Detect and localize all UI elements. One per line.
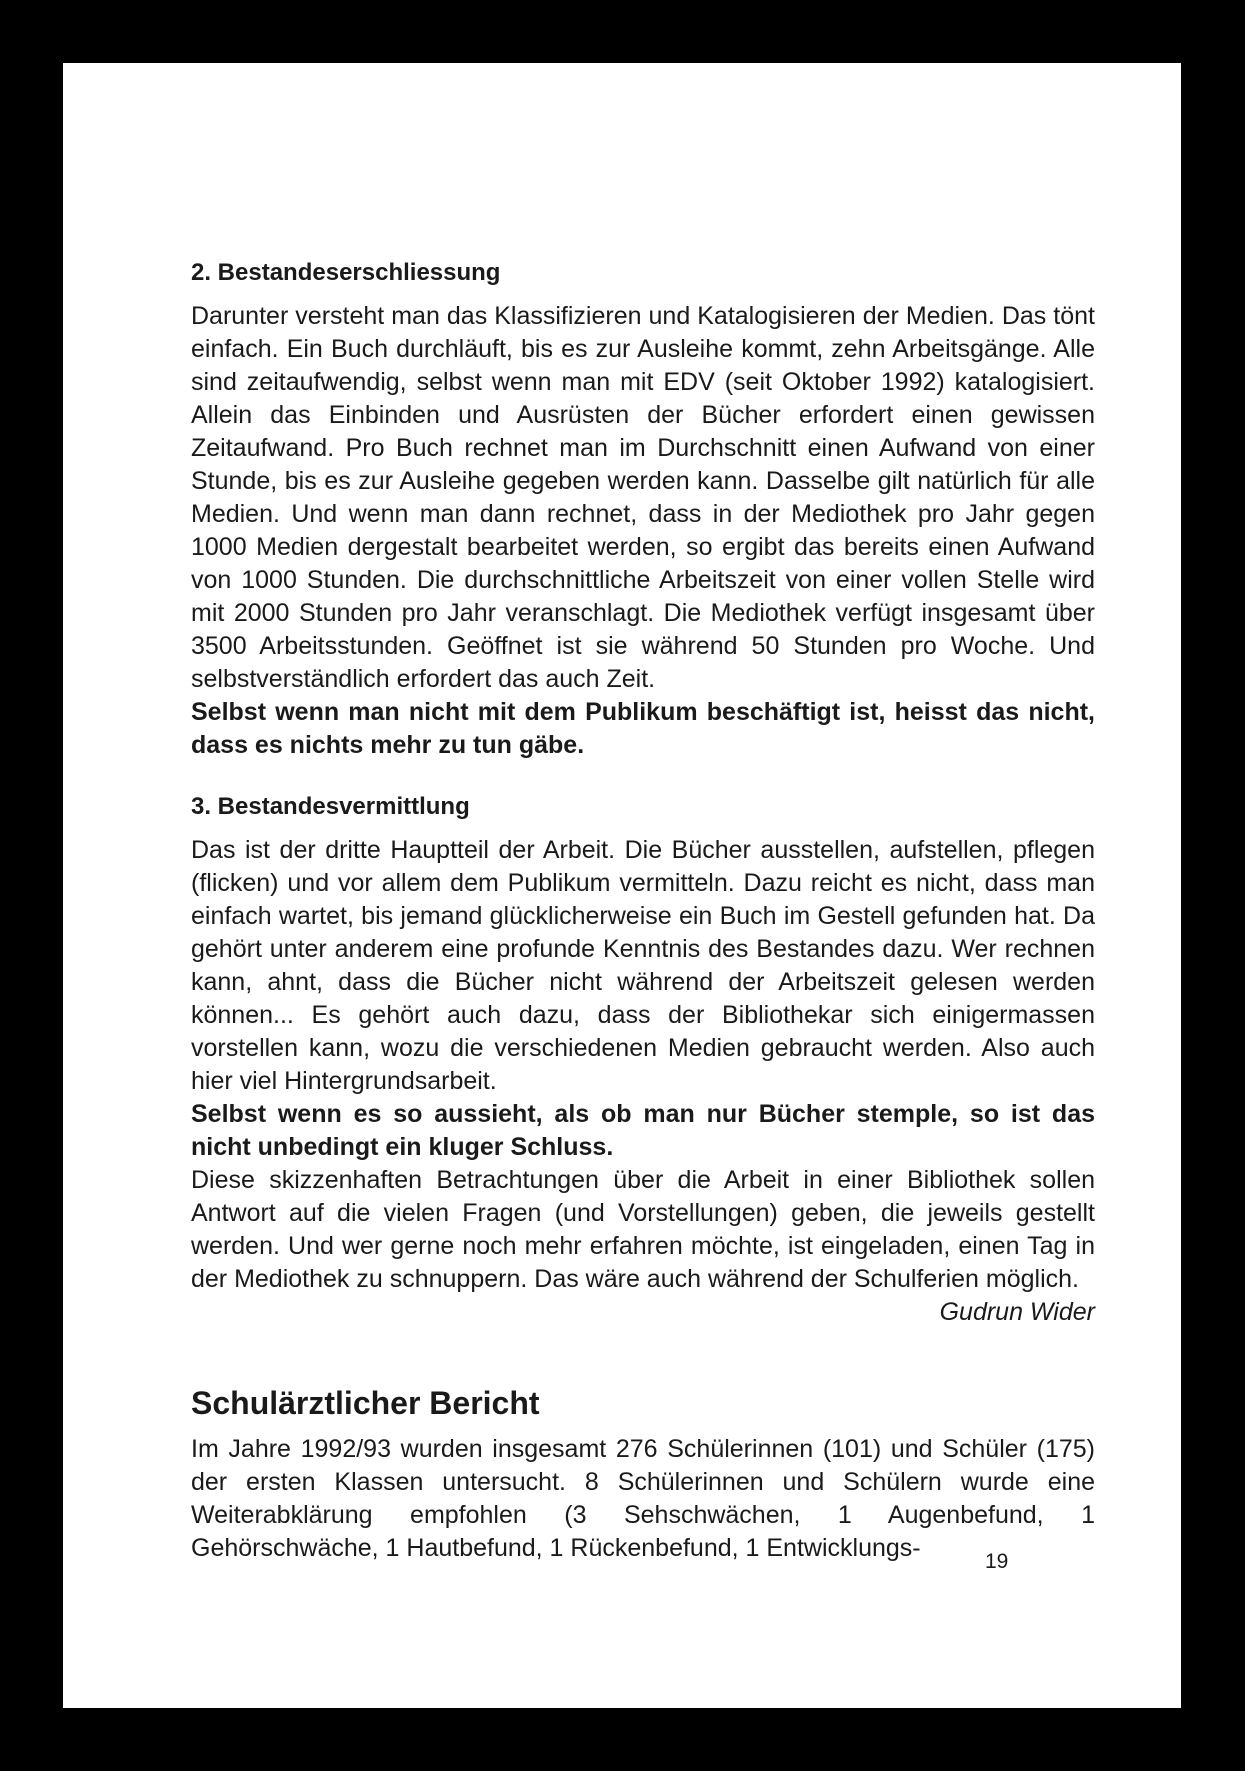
page-number: 19: [985, 1550, 1009, 1573]
spacer: [191, 762, 1095, 792]
section2-emphasis: Selbst wenn man nicht mit dem Publikum beschäftigt ist, heisst das nicht, dass es nichts mehr zu tun gäbe.: [191, 698, 1095, 759]
author-signature: Gudrun Wider: [939, 1298, 1095, 1326]
section3-closing: Diese skizzenhaften Betrachtungen über die Arbeit in einer Bibliothek sollen Antwort auf die vielen Fragen (und Vorstellungen) geben, die jeweils gestellt werden. Und wer gerne noch mehr erfahren möchte, ist eingeladen, einen Tag in der Mediothek zu schnuppern. Das wäre auch während der Schulferien möglich.: [191, 1166, 1095, 1293]
report-heading: Schulärztlicher Bericht: [191, 1385, 540, 1421]
section2-heading: 2. Bestandeserschliessung: [191, 259, 501, 286]
report-body: Im Jahre 1992/93 wurden insgesamt 276 Schülerinnen (101) und Schüler (175) der ersten Klassen untersucht. 8 Schülerinnen und Schülern wurde eine Weiterabklärung empfohlen (3 Sehschwächen, 1 Augenbefund, 1 Gehörschwäche, 1 Hautbefund, 1 Rückenbefund, 1 Entwicklungs-: [191, 1435, 1095, 1562]
section2-body: Darunter versteht man das Klassifizieren und Katalogisieren der Medien. Das tönt einfach. Ein Buch durchläuft, bis es zur Ausleihe kommt, zehn Arbeitsgänge. Alle sind zeitaufwendig, selbst wenn man mit EDV (seit Oktober 1992) katalogisiert. Allein das Einbinden und Ausrüsten der Bücher erfordert einen gewissen Zeitaufwand. Pro Buch rechnet man im Durchschnitt einen Aufwand von einer Stunde, bis es zur Ausleihe gegeben werden kann. Dasselbe gilt natürlich für alle Medien. Und wenn man dann rechnet, dass in der Mediothek pro Jahr gegen 1000 Medien dergestalt bearbeitet werden, so ergibt das bereits einen Aufwand von 1000 Stunden. Die durchschnittliche Arbeitszeit von einer vollen Stelle wird mit 2000 Stunden pro Jahr veranschlagt. Die Mediothek verfügt insgesamt über 3500 Arbeitsstunden. Geöffnet ist sie während 50 Stunden pro Woche. Und selbstverständlich erfordert das auch Zeit.: [191, 302, 1095, 693]
section3-emphasis: Selbst wenn es so aussieht, als ob man nur Bücher stemple, so ist das nicht unbedingt ein kluger Schluss.: [191, 1100, 1095, 1161]
section3-heading: 3. Bestandesvermittlung: [191, 793, 470, 820]
document-page: [63, 63, 1181, 1708]
section3-body: Das ist der dritte Hauptteil der Arbeit. Die Bücher ausstellen, aufstellen, pflegen (flicken) und vor allem dem Publikum vermitteln. Dazu reicht es nicht, dass man einfach wartet, bis jemand glücklicherweise ein Buch im Gestell gefunden hat. Da gehört unter anderem eine profunde Kenntnis des Bestandes dazu. Wer rechnen kann, ahnt, dass die Bücher nicht während der Arbeitszeit gelesen werden können... Es gehört auch dazu, dass der Bibliothekar sich einigermassen vorstellen kann, wozu die verschiedenen Medien gebraucht werden. Also auch hier viel Hintergrundsarbeit.: [191, 836, 1095, 1095]
page-content: [191, 258, 1095, 1565]
